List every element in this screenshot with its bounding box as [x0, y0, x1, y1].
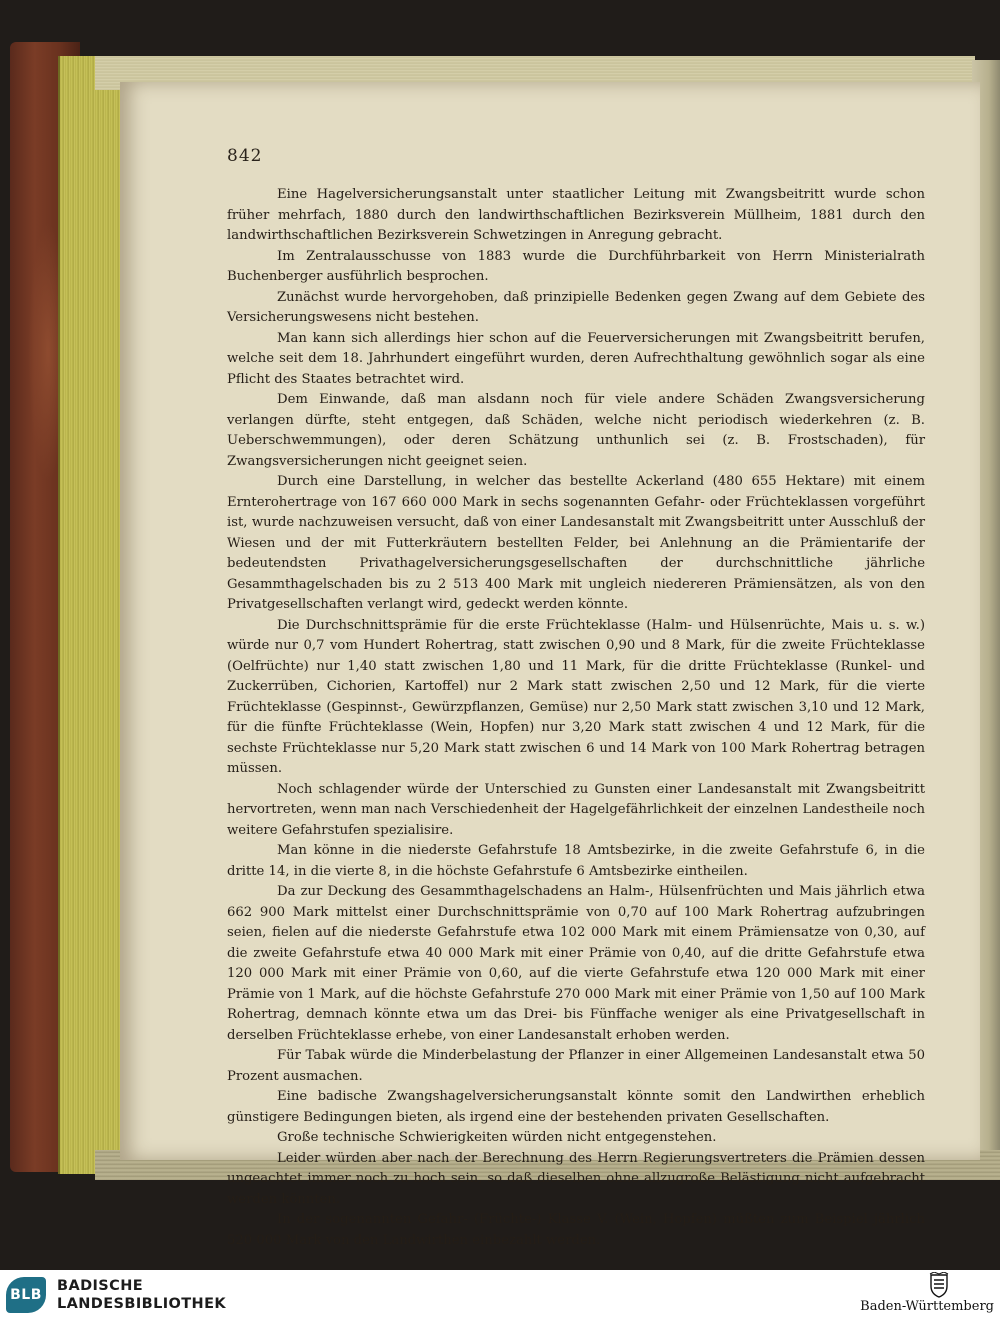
paragraph: Große technische Schwierigkeiten würden nicht entgegenstehen. — [277, 1130, 717, 1145]
paragraph: Eine Hagelversicherungsanstalt unter staatlicher Leitung mit Zwangsbeitritt wurde schon früher mehrfach, 1880 durch den landwirthschaftlichen Bezirksverein Müllheim, 1881 durch den landwirthschaftlichen Bezirksverein Schwetzingen in Anregung gebracht. — [227, 187, 925, 243]
paragraph: Man könne in die niederste Gefahrstufe 18 Amtsbezirke, in die zweite Gefahrstufe 6, in die dritte 14, in die vierte 8, in die höchste Gefahrstufe 6 Amtsbezirke eintheilen. — [227, 843, 925, 879]
blb-logo[interactable]: BLB — [6, 1277, 46, 1313]
page-number: 842 — [227, 146, 263, 166]
paragraph: In der sogenannten Gefahr- (Früchte-) Klasse V. (Wein, Hopfen) müßten zum Beispiel jährlich 520 000 Mark von den Landwirthen einbezahlt werden. — [227, 1212, 925, 1248]
footer-bar — [0, 1270, 1000, 1320]
paragraph: Durch eine Darstellung, in welcher das bestellte Ackerland (480 655 Hektare) mit einem Ernterohertrage von 167 660 000 Mark in sechs sogenannten Gefahr- oder Früchteklassen vorgeführt ist, wurde nachzuweisen versucht, daß von einer Landesanstalt mit Zwangsbeitritt unter Ausschluß der Wiesen und der mit Futterkräutern bestellten Felder, bei Anlehnung an die Prämientarife der bedeutendsten Privathagelversicherungsgesellschaften der durchschnittliche jährliche Gesammthagelschaden bis zu 2 513 400 Mark mit ungleich niedereren Prämiensätzen, als von den Privatgesellschaften verlangt wird, gedeckt werden könnte. — [227, 474, 925, 612]
region-name[interactable]: Baden-Württemberg — [860, 1299, 994, 1314]
paragraph: Man kann sich allerdings hier schon auf die Feuerversicherungen mit Zwangsbeitritt berufen, welche seit dem 18. Jahrhundert eingeführt wurden, deren Aufrechthaltung gewöhnlich sogar als eine Pflicht des Staates betrachtet wird. — [227, 330, 925, 387]
library-name-line2: LANDESBIBLIOTHEK — [57, 1296, 227, 1312]
page-body-text — [227, 185, 925, 1251]
paragraph: Dem Einwande, daß man alsdann noch für viele andere Schäden Zwangsversicherung verlangen dürfte, steht entgegen, daß Schäden, welche nicht periodisch wiederkehren (z. B. Ueberschwemmungen), oder deren Schätzung unthunlich sei (z. B. Frostschaden), für Zwangsversicherungen nicht geeignet seien. — [227, 392, 925, 469]
coat-of-arms-icon — [928, 1272, 950, 1298]
paragraph: Zunächst wurde hervorgehoben, daß prinzipielle Bedenken gegen Zwang auf dem Gebiete des Versicherungswesens nicht bestehen. — [227, 289, 925, 325]
paragraph: Im Zentralausschusse von 1883 wurde die Durchführbarkeit von Herrn Ministerialrath Buchenberger ausführlich besprochen. — [227, 248, 925, 284]
paragraph: Die Durchschnittsprämie für die erste Früchteklasse (Halm- und Hülsenrüchte, Mais u. s. w.) würde nur 0,7 vom Hundert Rohertrag, statt zwischen 0,90 und 8 Mark, für die zweite Früchteklasse (Oelfrüchte) nur 1,40 statt zwischen 1,80 und 11 Mark, für die dritte Früchteklasse (Runkel- und Zuckerrüben, Cichorien, Kartoffel) nur 2 Mark statt zwischen 2,50 und 12 Mark, für die vierte Früchteklasse (Gespinnst-, Gewürzpflanzen, Gemüse) nur 2,50 Mark statt zwischen 3,10 und 12 Mark, für die fünfte Früchteklasse (Wein, Hopfen) nur 3,20 Mark statt zwischen 4 und 12 Mark, für die sechste Früchteklasse nur 5,20 Mark statt zwischen 6 und 14 Mark von 100 Mark Rohertrag betragen müssen. — [227, 617, 925, 776]
paragraph: Leider würden aber nach der Berechnung des Herrn Regierungsvertreters die Prämien dessen ungeachtet immer noch zu hoch sein, so daß dieselben ohne allzugroße Belästigung nicht aufgebracht werden könnten. — [227, 1150, 925, 1207]
paragraph: Da zur Deckung des Gesammthagelschadens an Halm-, Hülsenfrüchten und Mais jährlich etwa 662 900 Mark mittelst einer Durchschnittsprämie von 0,70 auf 100 Mark Rohertrag aufzubringen seien, fielen auf die niederste Gefahrstufe etwa 102 000 Mark mit einem Prämiensatze von 0,30, auf die zweite Gefahrstufe etwa 40 000 Mark mit einer Prämie von 0,40, auf die dritte Gefahrstufe etwa 120 000 Mark mit einer Prämie von 0,60, auf die vierte Gefahrstufe etwa 120 000 Mark mit einer Prämie von 1 Mark, auf die höchste Gefahrstufe 270 000 Mark mit einer Prämie von 1,50 auf 100 Mark Rohertrag, demnach könnte etwa um das Drei- bis Fünffache weniger als eine Privatgesellschaft in derselben Früchteklasse erhebe, von einer Landesanstalt erhoben werden. — [227, 884, 925, 1043]
paragraph: Für Tabak würde die Minderbelastung der Pflanzer in einer Allgemeinen Landesanstalt etwa 50 Prozent ausmachen. — [227, 1048, 925, 1084]
paragraph: Noch schlagender würde der Unterschied zu Gunsten einer Landesanstalt mit Zwangsbeitritt hervortreten, wenn man nach Verschiedenheit der Hagelgefährlichkeit der einzelnen Landestheile noch weitere Gefahrstufen spezialisire. — [227, 781, 925, 838]
library-name[interactable] — [57, 1277, 226, 1313]
library-name-line1: BADISCHE — [57, 1278, 144, 1294]
gilded-page-edge — [58, 56, 122, 1174]
paragraph: Eine badische Zwangshagelversicherungsanstalt könnte somit den Landwirthen erheblich günstigere Bedingungen bieten, als irgend eine der bestehenden privaten Gesellschaften. — [227, 1089, 925, 1125]
